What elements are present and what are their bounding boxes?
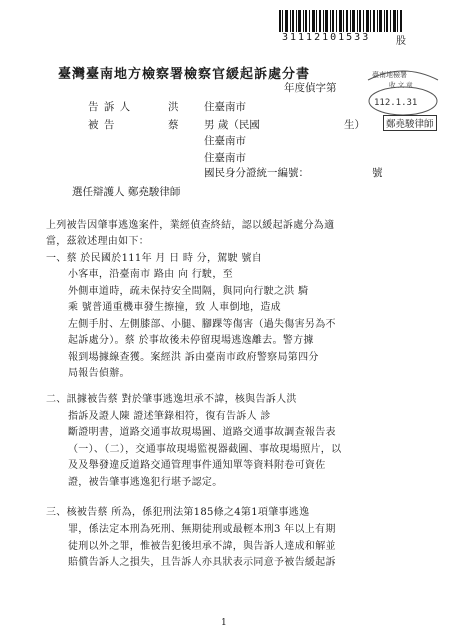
id-number-label: 國民身分證統一編號： <box>204 167 309 179</box>
section-1-line: 小客車，沿臺南市 路由 向 行駛，至 <box>68 269 233 280</box>
section-3-line: 罪，係法定本刑為死刑、無期徒刑或最輕本刑3 年以上有期 <box>68 524 336 535</box>
section-3-line: 三、核被告蔡 所為，係犯刑法第185條之4第1項肇事逃逸 <box>46 507 310 518</box>
defendant-address-2: 住臺南市 <box>204 152 246 164</box>
barcode <box>279 10 403 32</box>
section-1-line: 起訴處分）。蔡 於事故後未停留現場逃逸離去。警方據 <box>68 335 314 346</box>
section-2-line: 斷證明書，道路交通事故現場圖、道路交通事故調查報告表 <box>68 427 336 438</box>
section-1-line: 報到場據線查獲。案經洪 訴由臺南市政府警察局第四分 <box>68 352 319 363</box>
section-2-line: 二、訊據被告蔡 對於肇事逃逸坦承不諱，核與告訴人洪 <box>46 394 297 405</box>
section-1-line: 局報告偵辦。 <box>68 368 130 379</box>
intro-line-1: 上列被告因肇事逃逸案件，業經偵查終結，認以緩起訴處分為適 <box>46 220 335 231</box>
section-2-line: 指訴及證人陳 證述筆錄相符，復有告訴人 診 <box>68 411 271 422</box>
document-title: 臺灣臺南地方檢察署檢察官緩起訴處分書 <box>58 67 311 82</box>
section-1-line: 乘 號普通重機車發生擦撞，致 人車倒地，造成 <box>68 302 281 313</box>
section-2-line: 及及舉發違反道路交通管理事件通知單等資料附卷可資佐 <box>68 460 326 471</box>
lawyer-seal: 鄭堯駿律師 <box>383 115 437 131</box>
complainant-name: 洪 <box>168 101 180 113</box>
section-3-line: 賠償告訴人之損失，且告訴人亦具狀表示同意予被告緩起訴 <box>68 557 336 568</box>
barcode-suffix: 股 <box>396 36 406 47</box>
barcode-number: 31112101533 <box>282 32 371 43</box>
id-number-suffix: 號 <box>372 167 383 179</box>
section-2-line: 證，被告肇事逃逸犯行堪予認定。 <box>68 477 223 488</box>
stamp-organization: 臺南地檢署 <box>372 71 407 79</box>
defendant-address-1: 住臺南市 <box>204 135 246 147</box>
section-1-line: 一、蔡 於民國於111年 月 日 時 分，駕駛 號自 <box>46 253 262 264</box>
defendant-gender-age: 男 歲（民國 <box>204 119 260 131</box>
section-3-line: 徒刑以外之罪，惟被告犯後坦承不諱，與告訴人達成和解並 <box>68 541 336 552</box>
defense-counsel: 選任辯護人 鄭堯駿律師 <box>72 186 181 198</box>
defendant-label: 被 告 <box>88 119 116 131</box>
complainant-address: 住臺南市 <box>204 101 246 113</box>
intro-line-2: 當，茲敘述理由如下： <box>46 236 149 247</box>
stamp-date: 112.1.31 <box>374 98 418 108</box>
page-number: 1 <box>221 618 227 628</box>
case-number-label: 年度偵字第 <box>284 82 337 94</box>
defendant-birth: 生） <box>344 119 365 131</box>
section-2-line: （一）、（二），交通事故現場監視器截圖、事故現場照片，以 <box>68 444 342 455</box>
section-1-line: 左側手肘、左側膝部、小腿、腳踝等傷害（過失傷害另為不 <box>68 319 336 330</box>
section-1-line: 外側車道時，疏未保持安全間隔，與同向行駛之洪 騎 <box>68 286 309 297</box>
complainant-label: 告 訴 人 <box>88 101 132 113</box>
stamp-subtitle: 收 文 章 <box>389 81 413 89</box>
defendant-name: 蔡 <box>168 119 180 131</box>
